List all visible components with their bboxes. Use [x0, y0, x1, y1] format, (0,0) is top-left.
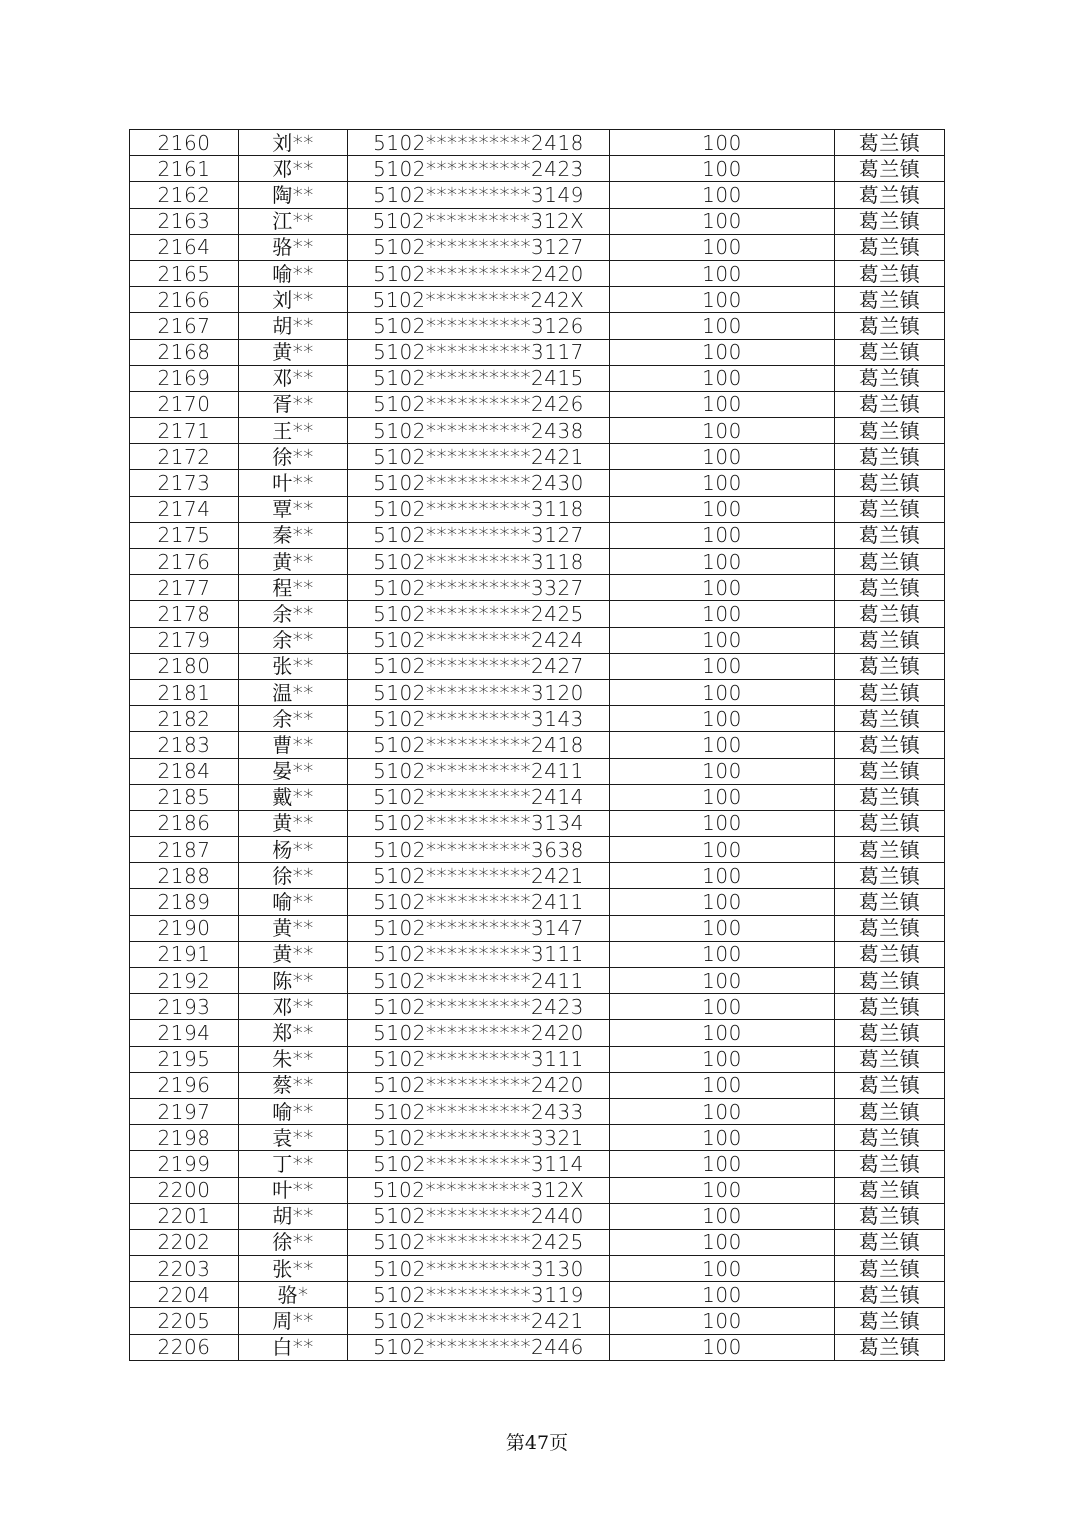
amount-cell: 100: [610, 575, 835, 601]
amount-cell: 100: [610, 182, 835, 208]
id-number-cell: 5102**********2418: [348, 130, 610, 156]
town-cell: 葛兰镇: [835, 732, 945, 758]
name-cell: 胥**: [239, 391, 348, 417]
table-row: [130, 1125, 945, 1151]
town-cell: 葛兰镇: [835, 1151, 945, 1177]
town-cell: 葛兰镇: [835, 444, 945, 470]
table-row: [130, 1308, 945, 1334]
name-cell: 丁**: [239, 1151, 348, 1177]
amount-cell: 100: [610, 130, 835, 156]
serial-number-cell: 2205: [130, 1308, 239, 1334]
amount-cell: 100: [610, 156, 835, 182]
id-number-cell: 5102**********2424: [348, 627, 610, 653]
town-cell: 葛兰镇: [835, 653, 945, 679]
table-row: [130, 758, 945, 784]
amount-cell: 100: [610, 758, 835, 784]
serial-number-cell: 2200: [130, 1177, 239, 1203]
table-row: [130, 365, 945, 391]
name-cell: 徐**: [239, 444, 348, 470]
serial-number-cell: 2160: [130, 130, 239, 156]
id-number-cell: 5102**********312X: [348, 208, 610, 234]
table-row: [130, 130, 945, 156]
serial-number-cell: 2161: [130, 156, 239, 182]
id-number-cell: 5102**********2425: [348, 601, 610, 627]
name-cell: 温**: [239, 679, 348, 705]
town-cell: 葛兰镇: [835, 1256, 945, 1282]
table-row: [130, 601, 945, 627]
amount-cell: 100: [610, 391, 835, 417]
serial-number-cell: 2189: [130, 889, 239, 915]
serial-number-cell: 2184: [130, 758, 239, 784]
table-row: [130, 234, 945, 260]
serial-number-cell: 2179: [130, 627, 239, 653]
town-cell: 葛兰镇: [835, 496, 945, 522]
town-cell: 葛兰镇: [835, 182, 945, 208]
town-cell: 葛兰镇: [835, 1282, 945, 1308]
name-cell: 白**: [239, 1334, 348, 1360]
id-number-cell: 5102**********3111: [348, 1046, 610, 1072]
serial-number-cell: 2162: [130, 182, 239, 208]
id-number-cell: 5102**********2430: [348, 470, 610, 496]
serial-number-cell: 2183: [130, 732, 239, 758]
amount-cell: 100: [610, 1020, 835, 1046]
name-cell: 叶**: [239, 1177, 348, 1203]
serial-number-cell: 2172: [130, 444, 239, 470]
name-cell: 徐**: [239, 1229, 348, 1255]
id-number-cell: 5102**********2421: [348, 1308, 610, 1334]
name-cell: 周**: [239, 1308, 348, 1334]
town-cell: 葛兰镇: [835, 1020, 945, 1046]
serial-number-cell: 2168: [130, 339, 239, 365]
amount-cell: 100: [610, 810, 835, 836]
name-cell: 秦**: [239, 522, 348, 548]
name-cell: 余**: [239, 706, 348, 732]
serial-number-cell: 2167: [130, 313, 239, 339]
name-cell: 胡**: [239, 1203, 348, 1229]
town-cell: 葛兰镇: [835, 941, 945, 967]
id-number-cell: 5102**********2446: [348, 1334, 610, 1360]
table-row: [130, 1151, 945, 1177]
id-number-cell: 5102**********3111: [348, 941, 610, 967]
amount-cell: 100: [610, 863, 835, 889]
table-row: [130, 313, 945, 339]
serial-number-cell: 2170: [130, 391, 239, 417]
town-cell: 葛兰镇: [835, 1229, 945, 1255]
serial-number-cell: 2195: [130, 1046, 239, 1072]
table-row: [130, 732, 945, 758]
town-cell: 葛兰镇: [835, 915, 945, 941]
amount-cell: 100: [610, 889, 835, 915]
name-cell: 邓**: [239, 994, 348, 1020]
name-cell: 张**: [239, 653, 348, 679]
name-cell: 邓**: [239, 156, 348, 182]
table-row: [130, 1046, 945, 1072]
id-number-cell: 5102**********242X: [348, 287, 610, 313]
id-number-cell: 5102**********3134: [348, 810, 610, 836]
town-cell: 葛兰镇: [835, 549, 945, 575]
id-number-cell: 5102**********2438: [348, 418, 610, 444]
name-cell: 余**: [239, 627, 348, 653]
town-cell: 葛兰镇: [835, 784, 945, 810]
name-cell: 江**: [239, 208, 348, 234]
name-cell: 蔡**: [239, 1072, 348, 1098]
table-row: [130, 1177, 945, 1203]
table-row: [130, 287, 945, 313]
town-cell: 葛兰镇: [835, 1125, 945, 1151]
name-cell: 刘**: [239, 287, 348, 313]
town-cell: 葛兰镇: [835, 601, 945, 627]
town-cell: 葛兰镇: [835, 679, 945, 705]
name-cell: 喻**: [239, 260, 348, 286]
town-cell: 葛兰镇: [835, 1072, 945, 1098]
name-cell: 袁**: [239, 1125, 348, 1151]
amount-cell: 100: [610, 1046, 835, 1072]
id-number-cell: 5102**********3327: [348, 575, 610, 601]
name-cell: 朱**: [239, 1046, 348, 1072]
serial-number-cell: 2197: [130, 1098, 239, 1124]
town-cell: 葛兰镇: [835, 837, 945, 863]
id-number-cell: 5102**********2411: [348, 758, 610, 784]
town-cell: 葛兰镇: [835, 234, 945, 260]
table-row: [130, 444, 945, 470]
serial-number-cell: 2180: [130, 653, 239, 679]
table-row: [130, 418, 945, 444]
table-row: [130, 208, 945, 234]
id-number-cell: 5102**********3126: [348, 313, 610, 339]
town-cell: 葛兰镇: [835, 810, 945, 836]
serial-number-cell: 2164: [130, 234, 239, 260]
id-number-cell: 5102**********3114: [348, 1151, 610, 1177]
name-cell: 黄**: [239, 915, 348, 941]
serial-number-cell: 2171: [130, 418, 239, 444]
amount-cell: 100: [610, 313, 835, 339]
serial-number-cell: 2173: [130, 470, 239, 496]
table-row: [130, 1020, 945, 1046]
name-cell: 陶**: [239, 182, 348, 208]
amount-cell: 100: [610, 1125, 835, 1151]
amount-cell: 100: [610, 470, 835, 496]
id-number-cell: 5102**********2423: [348, 156, 610, 182]
town-cell: 葛兰镇: [835, 1046, 945, 1072]
town-cell: 葛兰镇: [835, 1098, 945, 1124]
amount-cell: 100: [610, 679, 835, 705]
amount-cell: 100: [610, 941, 835, 967]
town-cell: 葛兰镇: [835, 522, 945, 548]
serial-number-cell: 2204: [130, 1282, 239, 1308]
id-number-cell: 5102**********3143: [348, 706, 610, 732]
table-row: [130, 1203, 945, 1229]
town-cell: 葛兰镇: [835, 313, 945, 339]
name-cell: 徐**: [239, 863, 348, 889]
amount-cell: 100: [610, 1177, 835, 1203]
serial-number-cell: 2198: [130, 1125, 239, 1151]
town-cell: 葛兰镇: [835, 391, 945, 417]
id-number-cell: 5102**********2423: [348, 994, 610, 1020]
id-number-cell: 5102**********2411: [348, 889, 610, 915]
id-number-cell: 5102**********3127: [348, 234, 610, 260]
serial-number-cell: 2194: [130, 1020, 239, 1046]
id-number-cell: 5102**********2427: [348, 653, 610, 679]
amount-cell: 100: [610, 627, 835, 653]
serial-number-cell: 2196: [130, 1072, 239, 1098]
amount-cell: 100: [610, 601, 835, 627]
serial-number-cell: 2176: [130, 549, 239, 575]
serial-number-cell: 2202: [130, 1229, 239, 1255]
name-cell: 程**: [239, 575, 348, 601]
id-number-cell: 5102**********2426: [348, 391, 610, 417]
serial-number-cell: 2182: [130, 706, 239, 732]
name-cell: 覃**: [239, 496, 348, 522]
id-number-cell: 5102**********3118: [348, 549, 610, 575]
id-number-cell: 5102**********3638: [348, 837, 610, 863]
amount-cell: 100: [610, 732, 835, 758]
serial-number-cell: 2206: [130, 1334, 239, 1360]
amount-cell: 100: [610, 784, 835, 810]
table-row: [130, 627, 945, 653]
table-row: [130, 994, 945, 1020]
town-cell: 葛兰镇: [835, 260, 945, 286]
amount-cell: 100: [610, 1151, 835, 1177]
name-cell: 陈**: [239, 968, 348, 994]
town-cell: 葛兰镇: [835, 758, 945, 784]
table-row: [130, 837, 945, 863]
id-number-cell: 5102**********312X: [348, 1177, 610, 1203]
serial-number-cell: 2203: [130, 1256, 239, 1282]
amount-cell: 100: [610, 549, 835, 575]
town-cell: 葛兰镇: [835, 130, 945, 156]
name-cell: 骆**: [239, 234, 348, 260]
town-cell: 葛兰镇: [835, 287, 945, 313]
amount-cell: 100: [610, 653, 835, 679]
serial-number-cell: 2190: [130, 915, 239, 941]
table-row: [130, 706, 945, 732]
table-row: [130, 784, 945, 810]
table-row: [130, 941, 945, 967]
amount-cell: 100: [610, 1256, 835, 1282]
amount-cell: 100: [610, 365, 835, 391]
id-number-cell: 5102**********2440: [348, 1203, 610, 1229]
name-cell: 戴**: [239, 784, 348, 810]
name-cell: 杨**: [239, 837, 348, 863]
id-number-cell: 5102**********2420: [348, 1020, 610, 1046]
town-cell: 葛兰镇: [835, 365, 945, 391]
table-row: [130, 1256, 945, 1282]
table-row: [130, 1229, 945, 1255]
serial-number-cell: 2192: [130, 968, 239, 994]
amount-cell: 100: [610, 1203, 835, 1229]
table-row: [130, 496, 945, 522]
table-row: [130, 1334, 945, 1360]
amount-cell: 100: [610, 837, 835, 863]
serial-number-cell: 2163: [130, 208, 239, 234]
id-number-cell: 5102**********2425: [348, 1229, 610, 1255]
table-row: [130, 575, 945, 601]
town-cell: 葛兰镇: [835, 889, 945, 915]
table-row: [130, 810, 945, 836]
roster-table-body: [130, 130, 945, 1361]
amount-cell: 100: [610, 1229, 835, 1255]
serial-number-cell: 2185: [130, 784, 239, 810]
town-cell: 葛兰镇: [835, 208, 945, 234]
amount-cell: 100: [610, 915, 835, 941]
town-cell: 葛兰镇: [835, 994, 945, 1020]
id-number-cell: 5102**********2414: [348, 784, 610, 810]
amount-cell: 100: [610, 496, 835, 522]
town-cell: 葛兰镇: [835, 1308, 945, 1334]
table-row: [130, 889, 945, 915]
page-number: 第47页: [505, 1432, 569, 1454]
name-cell: 叶**: [239, 470, 348, 496]
serial-number-cell: 2186: [130, 810, 239, 836]
serial-number-cell: 2177: [130, 575, 239, 601]
town-cell: 葛兰镇: [835, 1334, 945, 1360]
serial-number-cell: 2175: [130, 522, 239, 548]
amount-cell: 100: [610, 968, 835, 994]
id-number-cell: 5102**********3149: [348, 182, 610, 208]
amount-cell: 100: [610, 1282, 835, 1308]
table-row: [130, 1098, 945, 1124]
amount-cell: 100: [610, 287, 835, 313]
town-cell: 葛兰镇: [835, 863, 945, 889]
table-row: [130, 260, 945, 286]
amount-cell: 100: [610, 994, 835, 1020]
name-cell: 晏**: [239, 758, 348, 784]
table-row: [130, 549, 945, 575]
id-number-cell: 5102**********2411: [348, 968, 610, 994]
name-cell: 张**: [239, 1256, 348, 1282]
town-cell: 葛兰镇: [835, 156, 945, 182]
id-number-cell: 5102**********2420: [348, 260, 610, 286]
table-row: [130, 391, 945, 417]
town-cell: 葛兰镇: [835, 706, 945, 732]
id-number-cell: 5102**********2415: [348, 365, 610, 391]
id-number-cell: 5102**********3147: [348, 915, 610, 941]
name-cell: 邓**: [239, 365, 348, 391]
id-number-cell: 5102**********3120: [348, 679, 610, 705]
town-cell: 葛兰镇: [835, 1203, 945, 1229]
amount-cell: 100: [610, 1072, 835, 1098]
id-number-cell: 5102**********3118: [348, 496, 610, 522]
roster-table: [129, 129, 945, 1361]
table-row: [130, 915, 945, 941]
id-number-cell: 5102**********2421: [348, 863, 610, 889]
id-number-cell: 5102**********3321: [348, 1125, 610, 1151]
name-cell: 喻**: [239, 889, 348, 915]
amount-cell: 100: [610, 339, 835, 365]
serial-number-cell: 2178: [130, 601, 239, 627]
serial-number-cell: 2165: [130, 260, 239, 286]
serial-number-cell: 2181: [130, 679, 239, 705]
town-cell: 葛兰镇: [835, 627, 945, 653]
amount-cell: 100: [610, 418, 835, 444]
serial-number-cell: 2174: [130, 496, 239, 522]
name-cell: 黄**: [239, 941, 348, 967]
town-cell: 葛兰镇: [835, 418, 945, 444]
amount-cell: 100: [610, 522, 835, 548]
serial-number-cell: 2188: [130, 863, 239, 889]
table-row: [130, 679, 945, 705]
amount-cell: 100: [610, 706, 835, 732]
table-row: [130, 653, 945, 679]
id-number-cell: 5102**********2420: [348, 1072, 610, 1098]
amount-cell: 100: [610, 1334, 835, 1360]
name-cell: 刘**: [239, 130, 348, 156]
name-cell: 黄**: [239, 549, 348, 575]
serial-number-cell: 2166: [130, 287, 239, 313]
id-number-cell: 5102**********2433: [348, 1098, 610, 1124]
table-row: [130, 182, 945, 208]
name-cell: 郑**: [239, 1020, 348, 1046]
name-cell: 余**: [239, 601, 348, 627]
table-row: [130, 339, 945, 365]
serial-number-cell: 2201: [130, 1203, 239, 1229]
id-number-cell: 5102**********3130: [348, 1256, 610, 1282]
table-row: [130, 1072, 945, 1098]
id-number-cell: 5102**********3127: [348, 522, 610, 548]
serial-number-cell: 2169: [130, 365, 239, 391]
amount-cell: 100: [610, 234, 835, 260]
name-cell: 王**: [239, 418, 348, 444]
amount-cell: 100: [610, 444, 835, 470]
amount-cell: 100: [610, 1098, 835, 1124]
table-row: [130, 156, 945, 182]
table-row: [130, 968, 945, 994]
amount-cell: 100: [610, 208, 835, 234]
name-cell: 骆*: [239, 1282, 348, 1308]
table-row: [130, 1282, 945, 1308]
amount-cell: 100: [610, 260, 835, 286]
name-cell: 曹**: [239, 732, 348, 758]
name-cell: 黄**: [239, 810, 348, 836]
town-cell: 葛兰镇: [835, 1177, 945, 1203]
id-number-cell: 5102**********2418: [348, 732, 610, 758]
id-number-cell: 5102**********3117: [348, 339, 610, 365]
name-cell: 喻**: [239, 1098, 348, 1124]
town-cell: 葛兰镇: [835, 575, 945, 601]
serial-number-cell: 2199: [130, 1151, 239, 1177]
serial-number-cell: 2193: [130, 994, 239, 1020]
id-number-cell: 5102**********2421: [348, 444, 610, 470]
serial-number-cell: 2191: [130, 941, 239, 967]
town-cell: 葛兰镇: [835, 339, 945, 365]
name-cell: 黄**: [239, 339, 348, 365]
table-row: [130, 863, 945, 889]
table-row: [130, 522, 945, 548]
name-cell: 胡**: [239, 313, 348, 339]
table-row: [130, 470, 945, 496]
id-number-cell: 5102**********3119: [348, 1282, 610, 1308]
town-cell: 葛兰镇: [835, 470, 945, 496]
town-cell: 葛兰镇: [835, 968, 945, 994]
amount-cell: 100: [610, 1308, 835, 1334]
serial-number-cell: 2187: [130, 837, 239, 863]
